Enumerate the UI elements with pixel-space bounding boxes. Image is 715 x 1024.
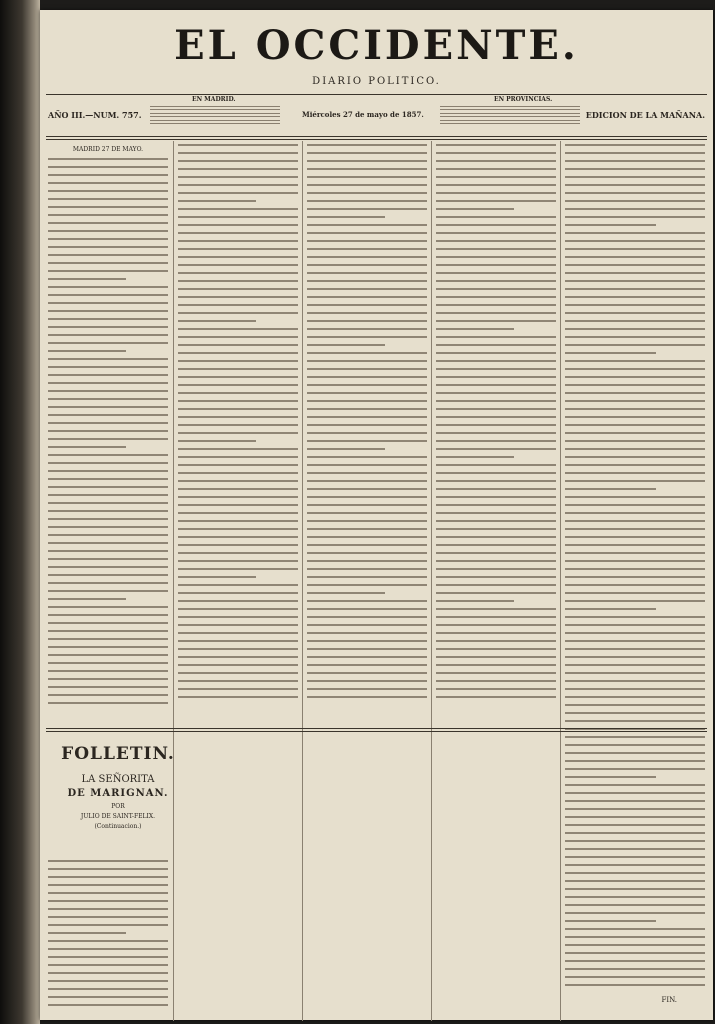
story-author: JULIO DE SAINT-FELIX. <box>80 813 156 820</box>
header-rule <box>46 136 707 137</box>
newspaper-page <box>40 10 713 1020</box>
edition-label: EDICION DE LA MAÑANA. <box>585 110 705 120</box>
subscription-madrid-heading: EN MADRID. <box>192 96 236 103</box>
article-dateline: MADRID 27 DE MAYO. <box>72 146 144 153</box>
article-column-3 <box>307 144 427 704</box>
subscription-terms-provinces <box>440 103 580 131</box>
folletin-header <box>58 744 178 830</box>
header-rule-double <box>46 139 707 140</box>
masthead-rule <box>46 94 707 95</box>
folletin-rule <box>46 728 707 729</box>
issue-number: AÑO III.—NUM. 757. <box>48 110 142 120</box>
column-divider <box>173 141 174 1021</box>
masthead-subtitle: DIARIO POLITICO. <box>312 76 441 87</box>
story-subtitle: DE MARIGNAN. <box>67 788 169 799</box>
folletin-column-1 <box>48 860 168 1012</box>
story-continuation: (Continuacion.) <box>94 823 142 830</box>
folletin-title: FOLLETIN. <box>61 744 175 764</box>
masthead-title: EL OCCIDENTE. <box>174 22 579 69</box>
folletin-rule-double <box>46 731 707 732</box>
article-column-5 <box>565 144 705 992</box>
column-divider <box>431 141 432 1021</box>
book-binding <box>0 0 40 1024</box>
article-column-1 <box>48 144 168 710</box>
column-divider <box>302 141 303 1021</box>
subscription-provinces-heading: EN PROVINCIAS. <box>494 96 553 103</box>
column-divider <box>560 141 561 1021</box>
article-column-4 <box>436 144 556 704</box>
issue-date: Miércoles 27 de mayo de 1857. <box>302 110 424 119</box>
article-column-2 <box>178 144 298 704</box>
page-number: FIN. <box>661 996 677 1004</box>
story-title: LA SEÑORITA <box>81 774 155 785</box>
story-by: POR <box>111 803 125 810</box>
subscription-terms-madrid <box>150 103 280 131</box>
